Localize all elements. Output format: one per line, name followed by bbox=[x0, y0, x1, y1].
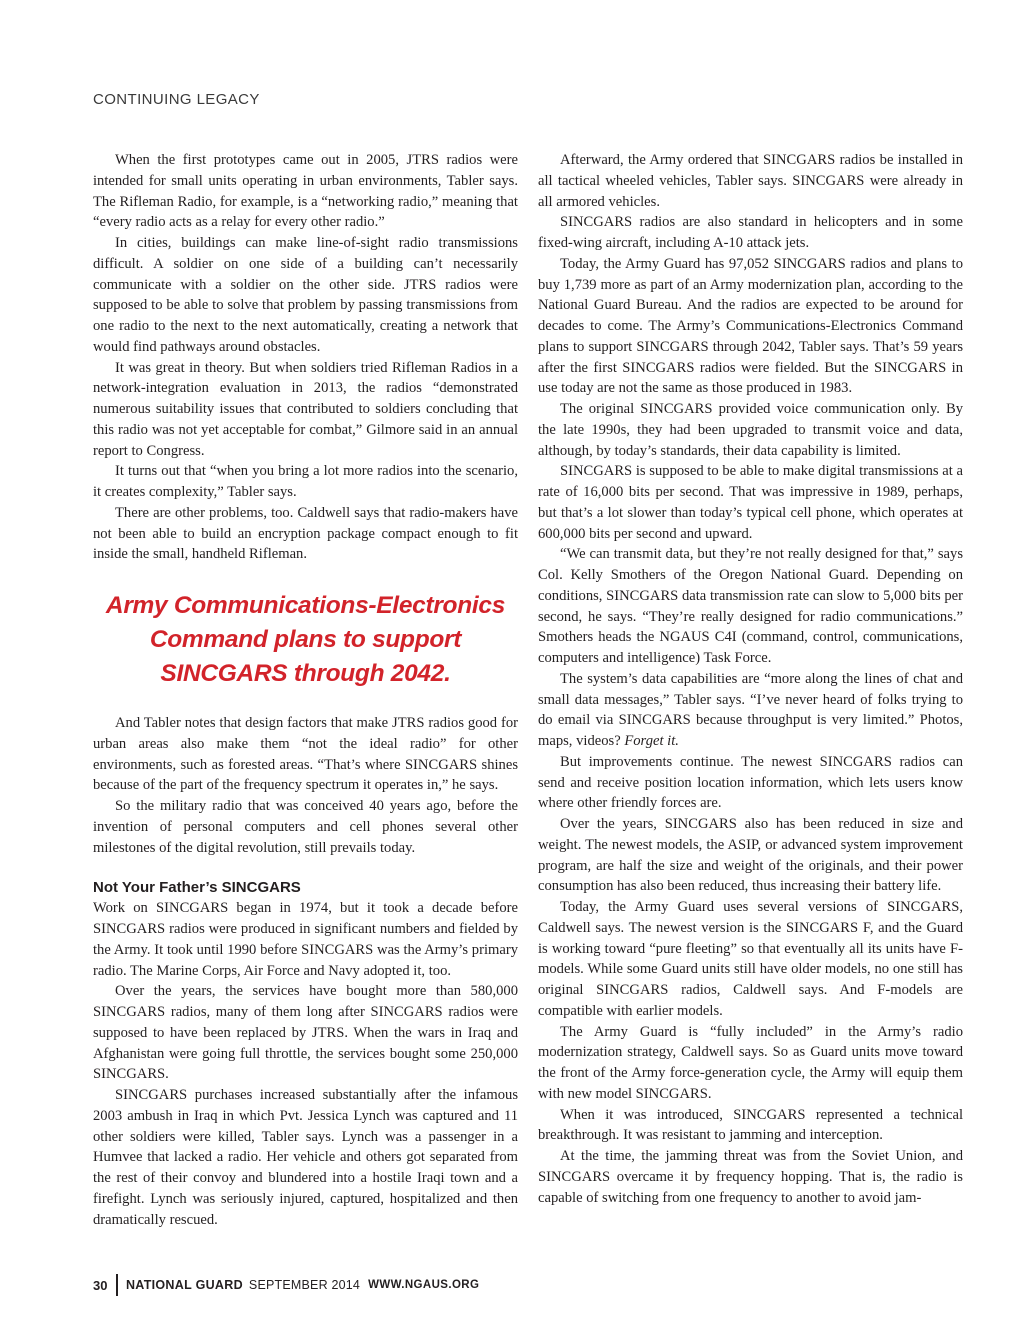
body-paragraph: The original SINCGARS provided voice communication only. By the late 1990s, they had been upgraded to transmit voice and data, although, by today’s standards, their data capability is limited. bbox=[538, 401, 963, 459]
body-paragraph: At the time, the jamming threat was from the Soviet Union, and SINCGARS overcame it by frequency hopping. That is, the radio is capable of switching from one frequency to another to avoid jam- bbox=[538, 1148, 963, 1206]
body-paragraph: Afterward, the Army ordered that SINCGARS radios be installed in all tactical wheeled vehicles, Tabler says. SINCGARS were already in all armored vehicles. bbox=[538, 152, 963, 210]
subheading: Not Your Father’s SINCGARS bbox=[93, 879, 301, 897]
issue-date: SEPTEMBER 2014 bbox=[248, 1278, 361, 1292]
body-paragraph: Work on SINCGARS began in 1974, but it took a decade before SINCGARS radios were produced in significant numbers and fielded by the Army. It took until 1990 before SINCGARS was the Army’s primary radio. The Marine Corps, Air Force and Navy adopted it, too. bbox=[93, 900, 518, 979]
body-paragraph: And Tabler notes that design factors that make JTRS radios good for urban areas also make them “not the ideal radio” for other environments, such as forested areas. “That’s where SINCGARS shines because of the part of the frequency spectrum it operates in,” he says. bbox=[93, 715, 518, 794]
body-paragraph: SINCGARS is supposed to be able to make digital transmissions at a rate of 16,000 bits per second. That was impressive in 1989, perhaps, but that’s a lot slower than today’s typical cell phone, which operates at 600,000 bits per second and upward. bbox=[538, 463, 963, 542]
page-footer bbox=[93, 1274, 479, 1296]
body-paragraph: SINCGARS radios are also standard in helicopters and in some fixed-wing aircraft, including A-10 attack jets. bbox=[538, 214, 963, 251]
body-paragraph: The Army Guard is “fully included” in the Army’s radio modernization strategy, Caldwell says. So as Guard units move toward the front of the Army force-generation cycle, the Army will equip them with new model SINCGARS. bbox=[538, 1023, 963, 1102]
body-paragraph: Over the years, SINCGARS also has been reduced in size and weight. The newest models, the ASIP, or advanced system improvement program, are half the size and weight of the originals, and their power consumption has also been reduced, thus increasing their battery life. bbox=[538, 816, 963, 895]
section-label: CONTINUING LEGACY bbox=[93, 91, 260, 108]
page-number: 30 bbox=[93, 1277, 108, 1293]
body-paragraph: So the military radio that was conceived 40 years ago, before the invention of personal computers and cell phones several other milestones of the digital revolution, still prevails today. bbox=[93, 798, 518, 856]
body-paragraph: Today, the Army Guard uses several versions of SINCGARS, Caldwell says. The newest version is the SINCGARS F, and the Guard is working toward “pure fleeting” so that eventually all its units have F-models. While some Guard units still have older models, no one still has original SINCGARS radios, Caldwell says. And F-models are compatible with earlier models. bbox=[538, 899, 963, 1019]
body-paragraph: Today, the Army Guard has 97,052 SINCGARS radios and plans to buy 1,739 more as part of an Army modernization plan, according to the National Guard Bureau. And the radios are expected to be around for decades to come. The Army’s Communications-Electronics Command plans to support SINCGARS through 2042, Tabler says. That’s 59 years after the first SINCGARS radios were fielded. But the SINCGARS in use today are not the same as those produced in 1983. bbox=[538, 255, 963, 397]
body-paragraph: Over the years, the services have bought more than 580,000 SINCGARS radios, many of them long after SINCGARS radios were supposed to have been replaced by JTRS. When the wars in Iraq and Afghanistan were going full throttle, the services bought some 250,000 SINCGARS. bbox=[93, 983, 518, 1083]
body-paragraph bbox=[538, 669, 963, 752]
chat-paragraph-text: The system’s data capabilities are “more along the lines of chat and small data messages,” Tabler says. “I’ve never heard of folks trying to do email via SINCGARS because throughput is very limited.” Photos, maps, videos? bbox=[538, 670, 963, 749]
body-paragraph: SINCGARS purchases increased substantially after the infamous 2003 ambush in Iraq in which Pvt. Jessica Lynch was captured and 11 other soldiers were killed, Tabler says. Lynch was a passenger in a Humvee that lacked a radio. Her vehicle and others got separated from the rest of their convoy and blundered into a hostile Iraqi town and a firefight. Lynch was seriously injured, captured, hospitalized and then dramatically rescued. bbox=[93, 1087, 518, 1228]
body-paragraph: When the first prototypes came out in 2005, JTRS radios were intended for small units operating in urban environments, Tabler says. The Rifleman Radio, for example, is a “networking radio,” meaning that “every radio acts as a relay for every other radio.” bbox=[93, 152, 518, 231]
magazine-name: NATIONAL GUARD bbox=[125, 1278, 243, 1292]
body-paragraph: When it was introduced, SINCGARS represented a technical breakthrough. It was resistant to jamming and interception. bbox=[538, 1106, 963, 1144]
body-paragraph: In cities, buildings can make line-of-sight radio transmissions difficult. A soldier on one side of a building can’t necessarily communicate with a soldier on the other side. JTRS radios were supposed to be able to solve that problem by passing transmissions from one radio to the next to the next automatically, creating a network that would find pathways around obstacles. bbox=[93, 235, 518, 355]
footer-divider bbox=[116, 1274, 118, 1296]
website-link[interactable]: WWW.NGAUS.ORG bbox=[368, 1279, 480, 1291]
emphasis-text: Forget it. bbox=[624, 733, 679, 749]
body-paragraph: There are other problems, too. Caldwell says that radio-makers have not been able to build an encryption package compact enough to fit inside the small, handheld Rifleman. bbox=[93, 504, 518, 563]
left-column bbox=[93, 150, 518, 1230]
body-paragraph: It was great in theory. But when soldiers tried Rifleman Radios in a network-integration evaluation in 2013, the radios “demonstrated numerous suitability issues that contributed to soldiers concluding that this radio was not yet acceptable for combat,” Gilmore said in an annual report to Congress. bbox=[93, 359, 518, 459]
pull-quote: Army Communications-Electronics Command plans to support SINCGARS through 2042. bbox=[105, 592, 506, 687]
body-paragraph: “We can transmit data, but they’re not really designed for that,” says Col. Kelly Smothers of the Oregon National Guard. Depending on conditions, SINCGARS data transmission rate can slow to 5,000 bits per second, he says. “They’re really designed for radio communications.” Smothers heads the NGAUS C4I (command, control, communications, computers and intelligence) Task Force. bbox=[538, 546, 963, 666]
right-column bbox=[538, 150, 963, 1208]
body-paragraph: It turns out that “when you bring a lot more radios into the scenario, it creates complexity,” Tabler says. bbox=[93, 463, 518, 500]
body-paragraph: But improvements continue. The newest SINCGARS radios can send and receive position location information, which lets users know where other friendly forces are. bbox=[538, 753, 963, 812]
